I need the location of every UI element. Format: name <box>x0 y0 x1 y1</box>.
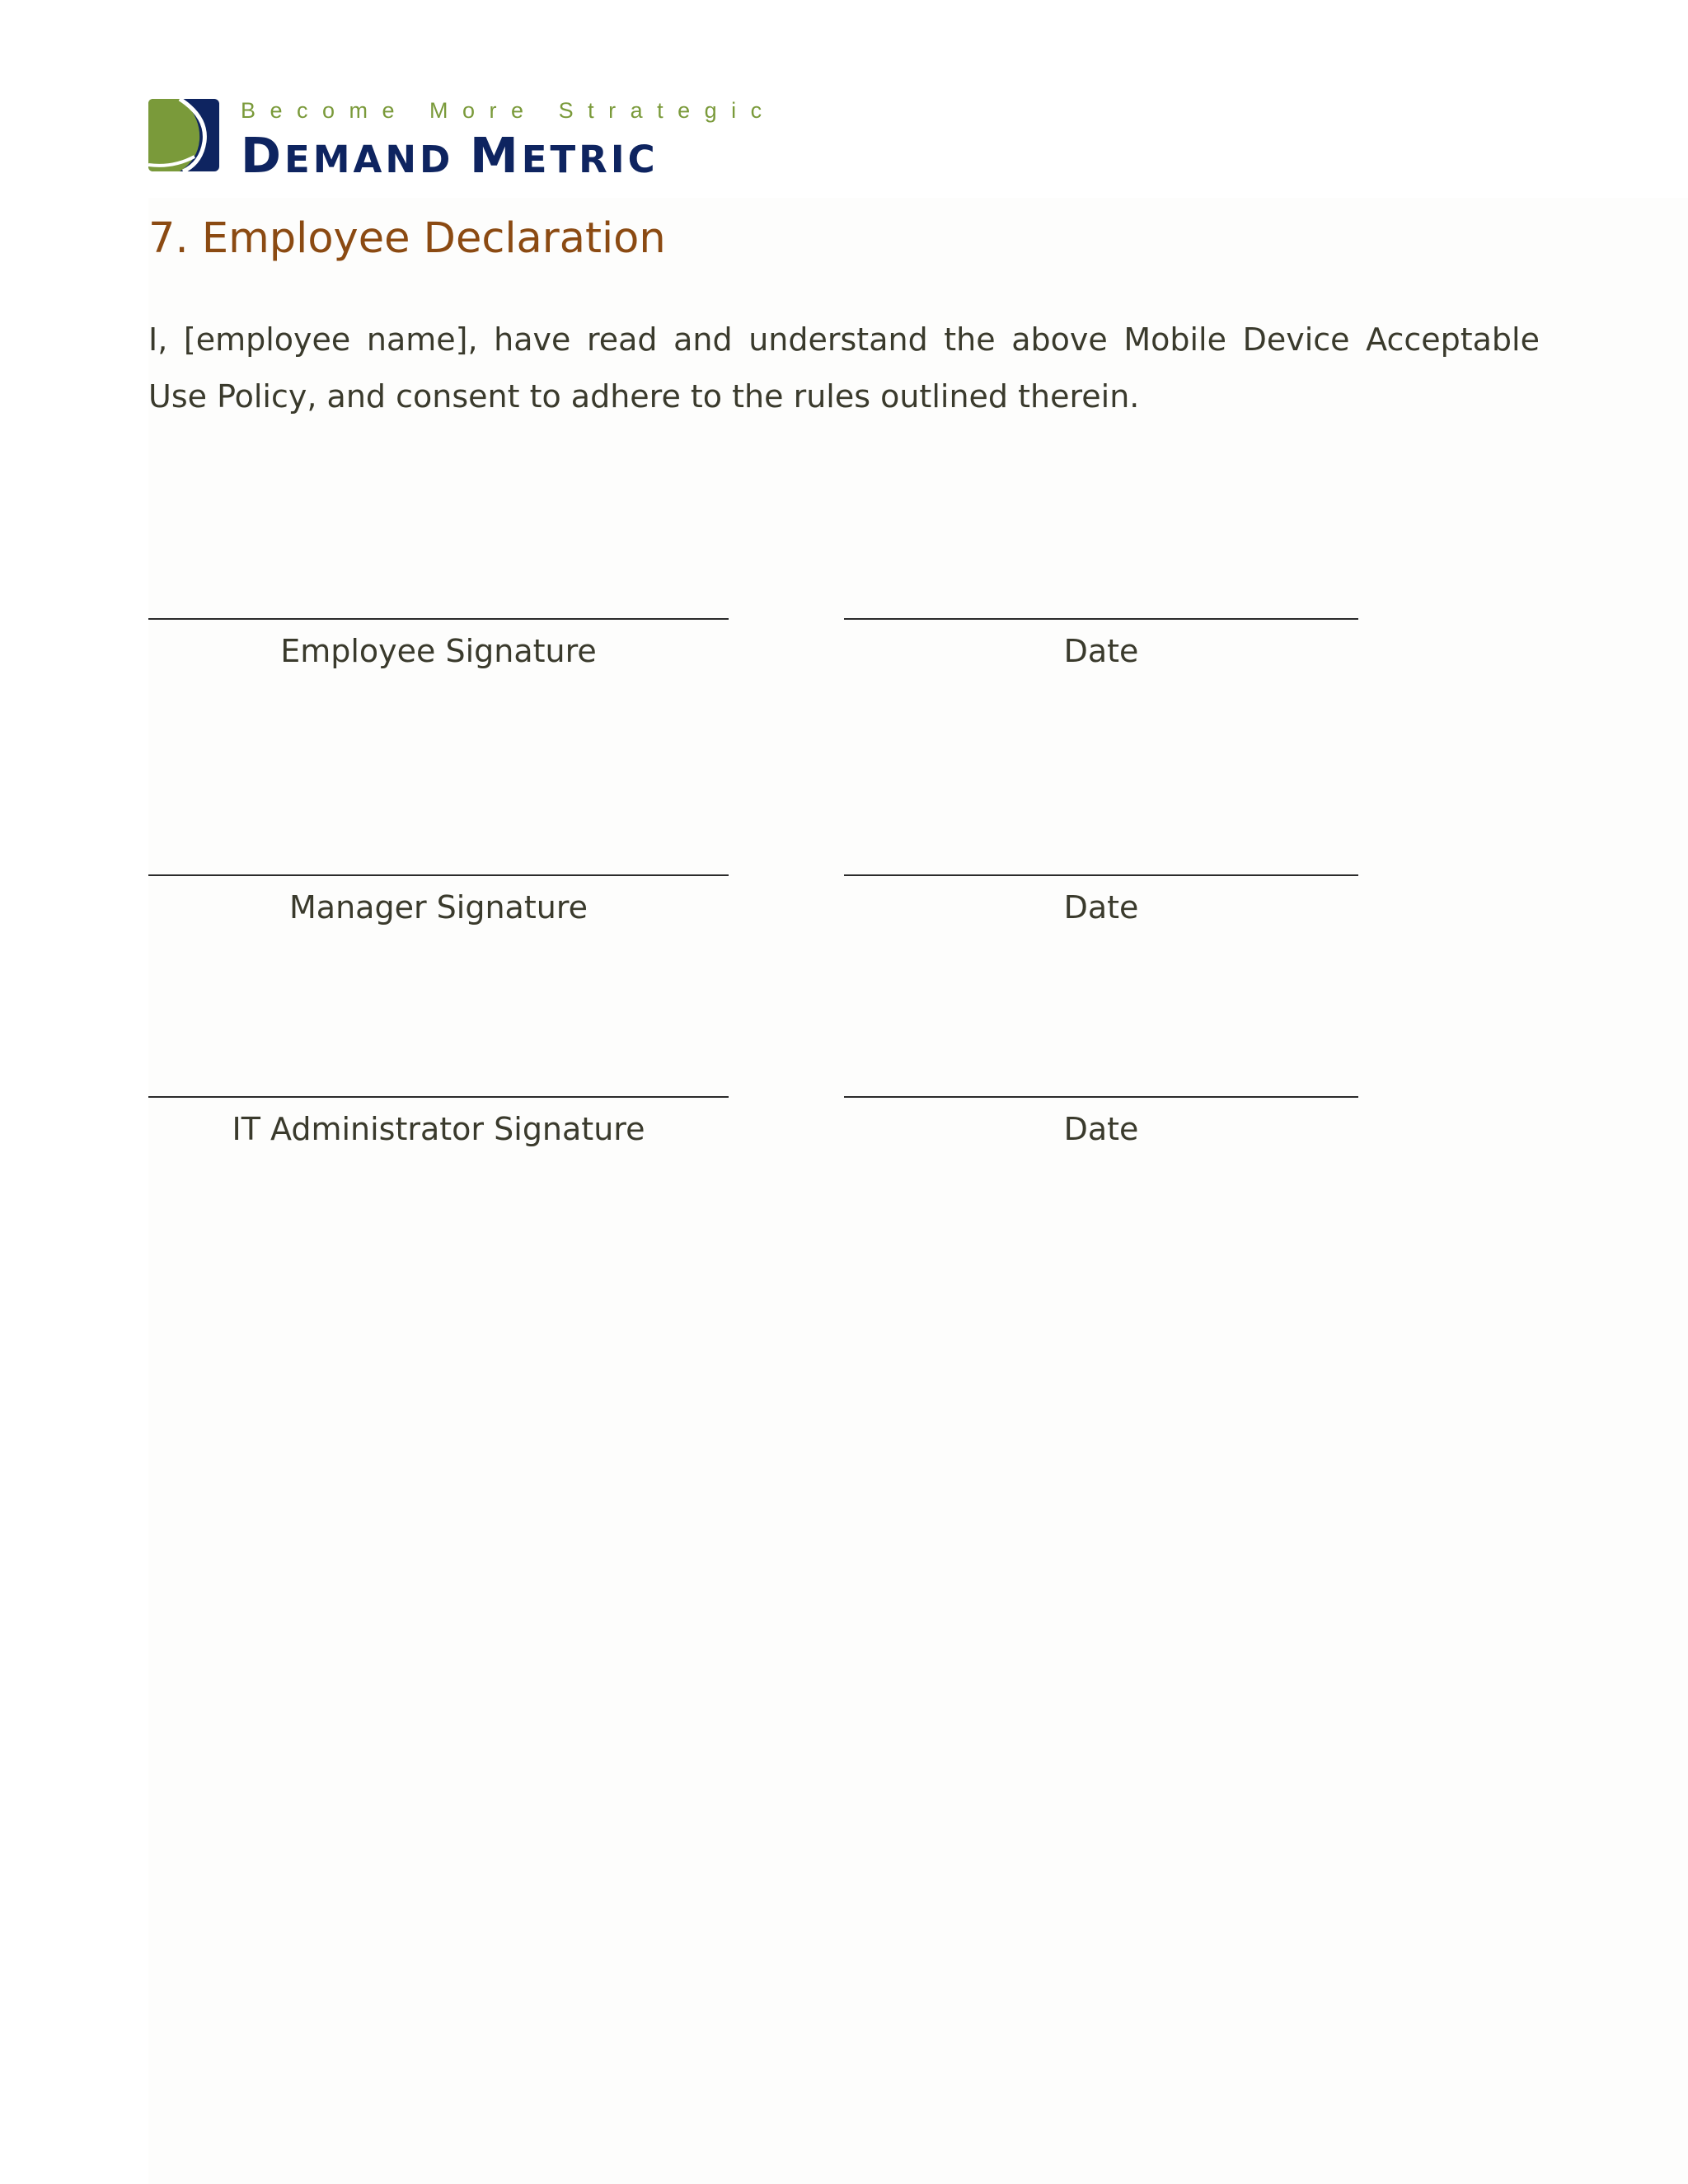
employee-signature-label: Employee Signature <box>280 633 597 669</box>
employee-date-label: Date <box>1063 633 1139 669</box>
logo-wordmark <box>241 127 659 185</box>
declaration-text: I, [employee name], have read and understand the above Mobile Device Acceptable Use Policy, and consent to adhere to the rules outlined therein. <box>148 321 1540 415</box>
manager-date-line[interactable] <box>844 874 1358 876</box>
it-admin-date-line[interactable] <box>844 1096 1358 1098</box>
logo-word-emand: EMAND <box>284 138 454 181</box>
it-admin-date-label: Date <box>1063 1111 1139 1147</box>
employee-date-line[interactable] <box>844 618 1358 620</box>
manager-signature-line[interactable] <box>148 874 729 876</box>
section-title: 7. Employee Declaration <box>148 214 666 263</box>
it-admin-signature-label: IT Administrator Signature <box>232 1111 645 1147</box>
demand-metric-logo-icon <box>148 99 219 171</box>
company-logo <box>148 95 791 184</box>
logo-letter-d: D <box>241 127 284 184</box>
page-content-area <box>148 198 1688 2184</box>
logo-space <box>453 138 470 181</box>
manager-date-label: Date <box>1063 889 1139 926</box>
employee-signature-line[interactable] <box>148 618 729 620</box>
manager-signature-label: Manager Signature <box>289 889 588 926</box>
logo-word-etric: ETRIC <box>521 138 659 181</box>
logo-letter-m: M <box>470 127 522 184</box>
logo-tagline: Become More Strategic <box>241 98 776 123</box>
it-admin-signature-line[interactable] <box>148 1096 729 1098</box>
